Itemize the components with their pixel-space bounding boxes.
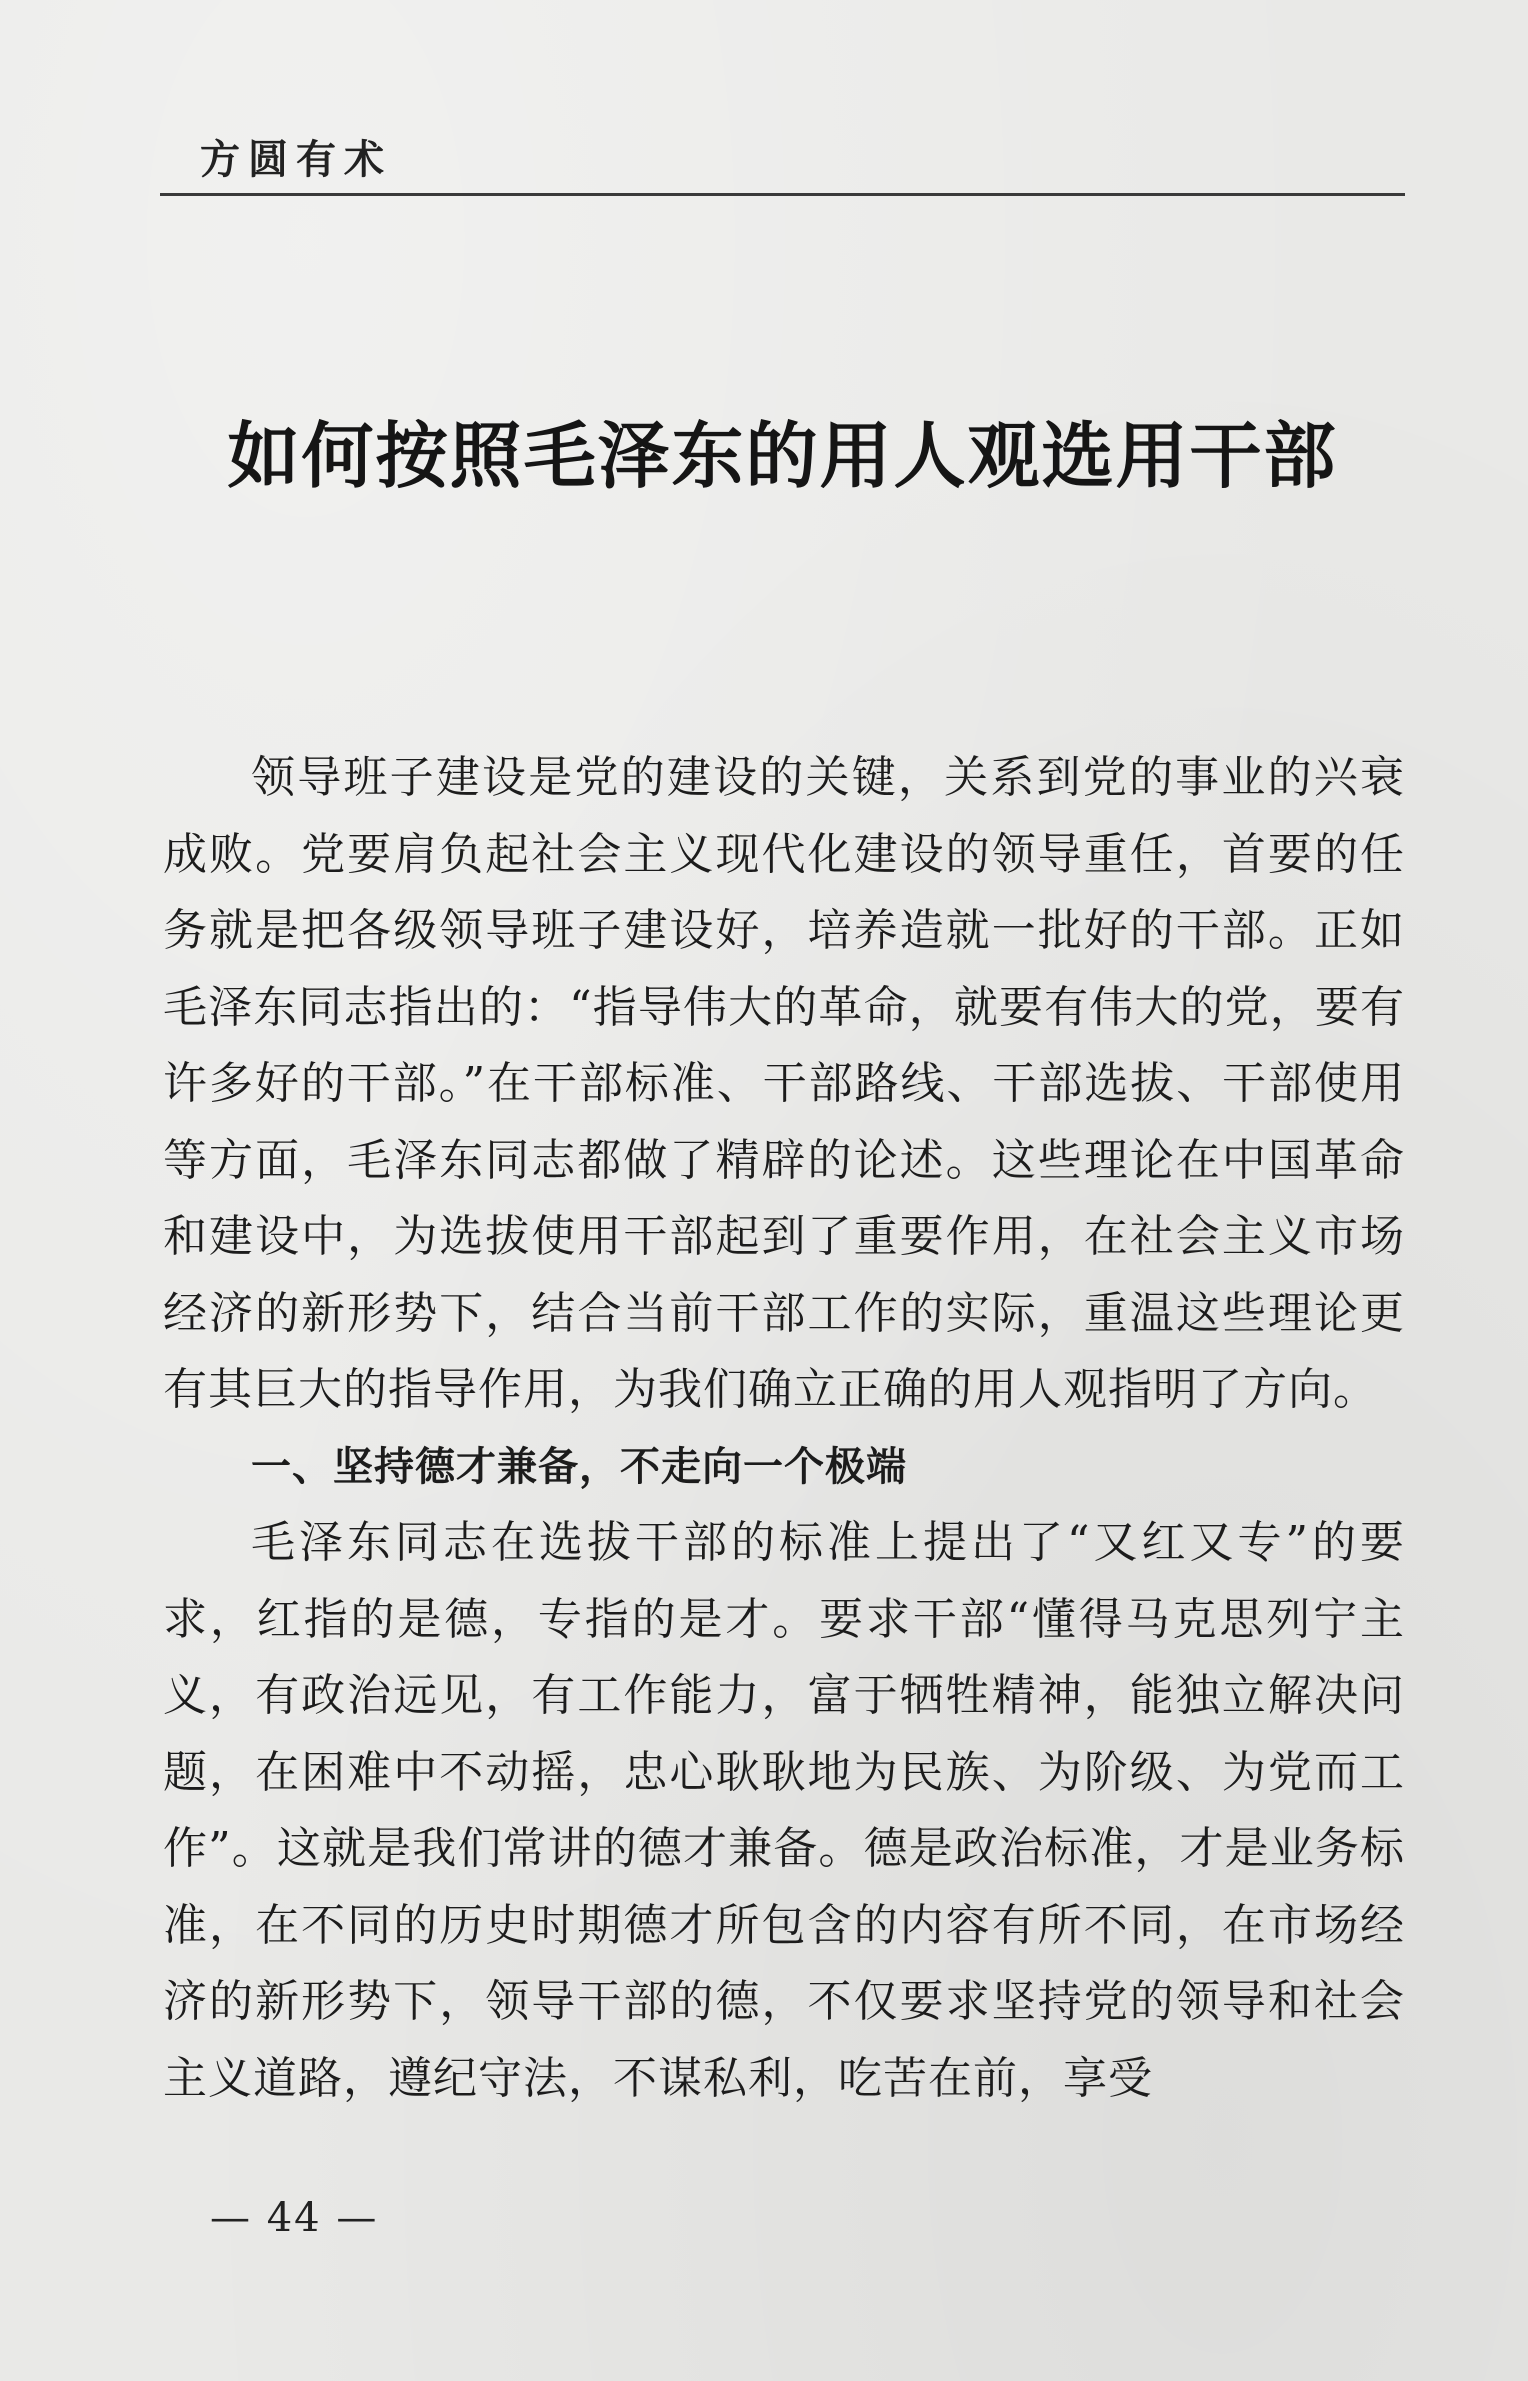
header-rule	[160, 193, 1405, 196]
running-header: 方圆有术	[200, 137, 392, 183]
article-body	[163, 740, 1405, 2117]
page-number: — 44 —	[210, 2195, 379, 2241]
article-title: 如何按照毛泽东的用人观选用干部	[227, 413, 1338, 498]
section-paragraph: 毛泽东同志在选拔干部的标准上提出了“又红又专”的要求，红指的是德，专指的是才。要求干部“懂得马克思列宁主义，有政治远见，有工作能力，富于牺牲精神，能独立解决问题，在困难中不动摇，忠心耿耿地为民族、为阶级、为党而工作”。这就是我们常讲的德才兼备。德是政治标准，才是业务标准，在不同的历史时期德才所包含的内容有所不同，在市场经济的新形势下，领导干部的德，不仅要求坚持党的领导和社会主义道路，遵纪守法，不谋私利，吃苦在前，享受	[163, 1517, 1405, 2104]
intro-paragraph: 领导班子建设是党的建设的关键，关系到党的事业的兴衰成败。党要肩负起社会主义现代化建设的领导重任，首要的任务就是把各级领导班子建设好，培养造就一批好的干部。正如毛泽东同志指出的：“指导伟大的革命，就要有伟大的党，要有许多好的干部。”在干部标准、干部路线、干部选拔、干部使用等方面，毛泽东同志都做了精辟的论述。这些理论在中国革命和建设中，为选拔使用干部起到了重要作用，在社会主义市场经济的新形势下，结合当前干部工作的实际，重温这些理论更有其巨大的指导作用，为我们确立正确的用人观指明了方向。	[163, 752, 1405, 1415]
section-heading: 一、坚持德才兼备，不走向一个极端	[251, 1443, 907, 1490]
